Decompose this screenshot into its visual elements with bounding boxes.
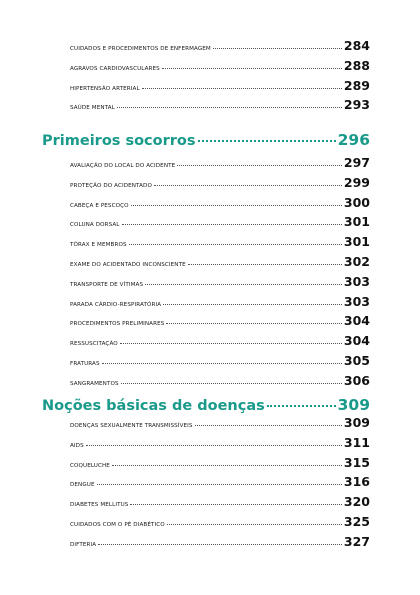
toc-entry-page: 289 — [343, 77, 370, 93]
toc-entry[interactable] — [70, 274, 370, 294]
toc-entry-page: 301 — [343, 214, 370, 230]
toc-entry-label: CUIDADOS COM O PÉ DIABÉTICO — [70, 521, 165, 528]
toc-entry-page: 302 — [343, 253, 370, 269]
leader-dots — [166, 323, 342, 324]
leader-dots — [177, 165, 342, 166]
toc-entry-page: 284 — [343, 38, 370, 53]
toc-entry[interactable] — [70, 494, 370, 514]
toc-entry[interactable] — [70, 155, 370, 175]
toc-entry-page: 288 — [343, 57, 370, 73]
toc-entry[interactable] — [70, 534, 370, 554]
toc-entry-page: 301 — [343, 234, 370, 250]
toc-entry-label: DIFTERIA — [70, 541, 97, 548]
leader-dots — [167, 524, 342, 525]
toc-entry-label: AVALIAÇÃO DO LOCAL DO ACIDENTE — [70, 163, 176, 169]
toc-entry-label: RESSUSCITAÇÃO — [70, 341, 118, 348]
leader-dots — [98, 544, 342, 545]
leader-dots — [267, 405, 336, 407]
toc-entry-label: COLUNA DORSAL — [70, 222, 120, 229]
toc-entry-page: 304 — [343, 313, 370, 329]
toc-entry[interactable] — [70, 58, 370, 78]
toc-entry-label: CUIDADOS E PROCEDIMENTOS DE ENFERMAGEM — [70, 46, 211, 52]
toc-list-continued — [70, 38, 370, 117]
toc-entry-page: 297 — [343, 155, 370, 170]
toc-entry-page: 327 — [343, 533, 370, 549]
leader-dots — [188, 264, 342, 265]
leader-dots — [112, 465, 342, 466]
section-title: Noções básicas de doenças — [42, 398, 265, 414]
leader-dots — [142, 88, 342, 89]
toc-entry[interactable] — [70, 313, 370, 333]
toc-entry-label: PROTEÇÃO DO ACIDENTADO — [70, 182, 152, 189]
toc-entry-page: 305 — [343, 352, 370, 368]
leader-dots — [163, 304, 342, 305]
toc-entry-label: PROCEDIMENTOS PRELIMINARES — [70, 321, 165, 328]
toc-entry-label: EXAME DO ACIDENTADO INCONSCIENTE — [70, 261, 186, 268]
toc-entry[interactable] — [70, 435, 370, 455]
toc-entry-page: 316 — [343, 474, 370, 490]
section-page: 309 — [337, 396, 370, 414]
toc-entry-label: DIABETES MELLITUS — [70, 502, 129, 509]
leader-dots — [122, 224, 342, 225]
toc-list-nocoes-basicas — [70, 415, 370, 554]
leader-dots — [131, 205, 342, 206]
leader-dots — [213, 48, 342, 49]
toc-entry[interactable] — [70, 514, 370, 534]
toc-entry-page: 325 — [343, 513, 370, 529]
leader-dots — [154, 185, 342, 186]
toc-entry[interactable] — [70, 38, 370, 58]
toc-list-primeiros-socorros — [70, 155, 370, 393]
toc-entry[interactable] — [70, 415, 370, 435]
leader-dots — [195, 425, 342, 426]
toc-entry[interactable] — [70, 474, 370, 494]
toc-entry[interactable] — [70, 78, 370, 98]
toc-entry-label: COQUELUCHE — [70, 462, 110, 469]
toc-entry-label: FRATURAS — [70, 360, 100, 367]
leader-dots — [198, 140, 336, 142]
leader-dots — [102, 363, 342, 364]
toc-entry-label: DOENÇAS SEXUALMENTE TRANSMISSÍVEIS — [70, 423, 193, 429]
leader-dots — [117, 107, 342, 108]
toc-entry-page: 309 — [343, 415, 370, 430]
toc-entry-label: PARADA CÁRDIO-RESPIRATÓRIA — [70, 301, 162, 308]
toc-entry-label: DENGUE — [70, 482, 95, 489]
toc-entry[interactable] — [70, 195, 370, 215]
toc-entry[interactable] — [70, 175, 370, 195]
toc-entry-page: 300 — [343, 194, 370, 210]
toc-entry-label: SAÚDE MENTAL — [70, 105, 115, 112]
leader-dots — [162, 68, 342, 69]
toc-entry-label: AGRAVOS CARDIOVASCULARES — [70, 65, 160, 72]
toc-entry-label: AIDS — [70, 442, 84, 449]
toc-entry-page: 299 — [343, 174, 370, 190]
section-page: 296 — [337, 131, 370, 149]
toc-entry[interactable] — [70, 353, 370, 373]
toc-entry-page: 293 — [343, 97, 370, 113]
toc-entry-label: HIPERTENSÃO ARTERIAL — [70, 85, 140, 92]
leader-dots — [121, 383, 342, 384]
toc-entry[interactable] — [70, 333, 370, 353]
section-heading-primeiros-socorros[interactable] — [42, 131, 370, 149]
toc-entry[interactable] — [70, 254, 370, 274]
toc-entry-page: 311 — [343, 434, 370, 450]
toc-entry-page: 315 — [343, 454, 370, 470]
leader-dots — [120, 343, 342, 344]
toc-entry-page: 303 — [343, 293, 370, 309]
toc-entry-page: 303 — [343, 273, 370, 289]
section-title: Primeiros socorros — [42, 133, 196, 149]
leader-dots — [130, 504, 341, 505]
toc-entry-label: TRANSPORTE DE VÍTIMAS — [70, 281, 144, 288]
toc-entry-label: SANGRAMENTOS — [70, 380, 119, 387]
toc-entry-page: 320 — [343, 494, 370, 510]
leader-dots — [145, 284, 342, 285]
toc-entry[interactable] — [70, 234, 370, 254]
leader-dots — [97, 484, 342, 485]
toc-entry[interactable] — [70, 294, 370, 314]
toc-entry[interactable] — [70, 214, 370, 234]
toc-entry-page: 304 — [343, 333, 370, 349]
toc-entry-label: CABEÇA E PESCOÇO — [70, 202, 129, 209]
toc-entry[interactable] — [70, 97, 370, 117]
toc-entry[interactable] — [70, 373, 370, 393]
toc-entry[interactable] — [70, 455, 370, 475]
toc-entry-page: 306 — [343, 372, 370, 388]
section-heading-nocoes-basicas-de-doencas[interactable] — [42, 396, 370, 414]
leader-dots — [86, 445, 342, 446]
leader-dots — [129, 244, 342, 245]
toc-entry-label: TÓRAX E MEMBROS — [70, 242, 127, 249]
